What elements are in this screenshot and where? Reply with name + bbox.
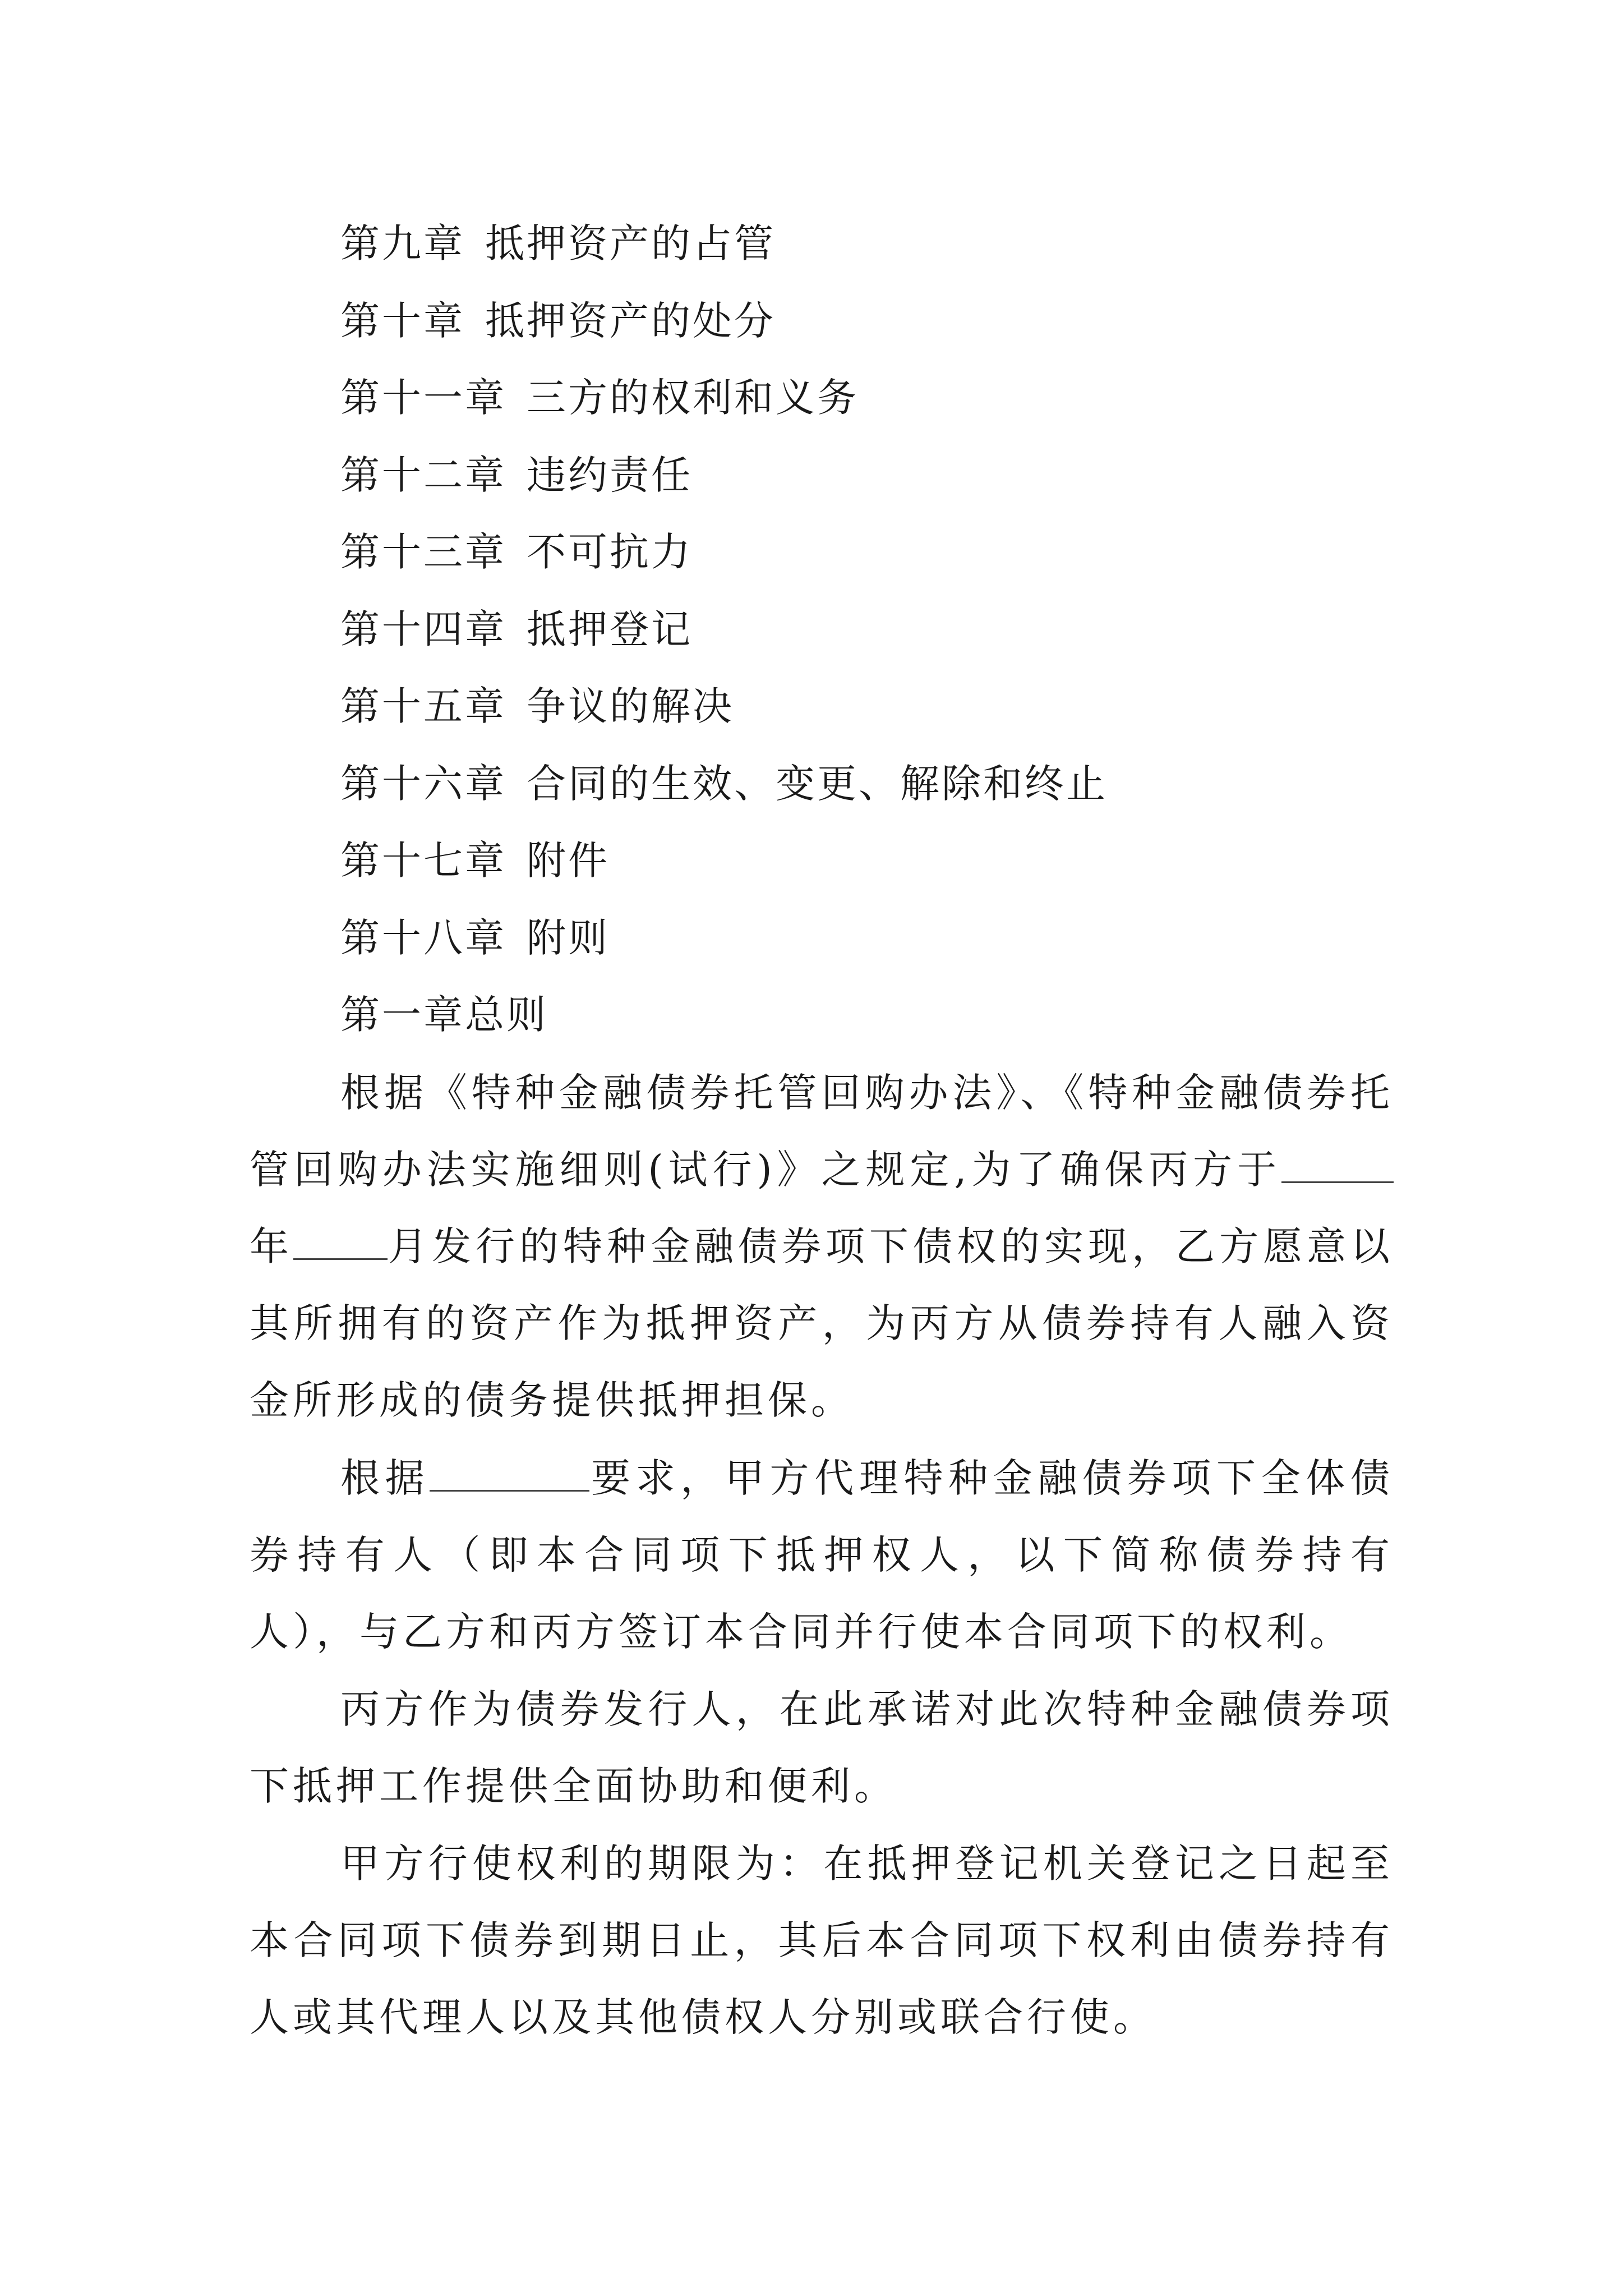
paragraph-text: 根据 xyxy=(340,1455,430,1501)
paragraph-text: 要求，甲方代理特种金融债券项下全体债券持有人（即本合同项下抵押权人，以下简称债券持有人），与乙方和丙方签订本合同并行使本合同项下的权利。 xyxy=(250,1455,1394,1655)
paragraph-2 xyxy=(250,1440,1394,1671)
toc-item-number: 第十四章 xyxy=(340,606,506,652)
paragraph-4 xyxy=(250,1825,1394,2056)
toc-item xyxy=(340,442,1462,519)
paragraph-1 xyxy=(250,1055,1394,1439)
paragraph-3 xyxy=(250,1671,1394,1825)
authority-blank-field xyxy=(430,1451,589,1492)
toc-item-title: 附件 xyxy=(527,838,610,884)
paragraph-text: 根据《特种金融债券托管回购办法》、《特种金融债券托管回购办法实施细则(试行)》之规定,为了确保丙方于 xyxy=(250,1070,1394,1193)
toc-item-title: 合同的生效、变更、解除和终止 xyxy=(527,760,1108,807)
toc-item xyxy=(340,673,1462,751)
year-blank-field xyxy=(1281,1142,1394,1183)
toc-item xyxy=(340,596,1462,674)
toc-item-number: 第十五章 xyxy=(340,683,506,729)
toc-item-title: 三方的权利和义务 xyxy=(527,375,859,421)
toc-item-title: 抵押资产的处分 xyxy=(485,297,776,344)
toc-item-title: 违约责任 xyxy=(527,452,693,498)
toc-item-number: 第十一章 xyxy=(340,375,506,421)
toc-item xyxy=(340,519,1462,596)
toc-item xyxy=(340,827,1462,905)
toc-item-title: 抵押资产的占管 xyxy=(485,220,776,266)
toc-item xyxy=(340,288,1462,365)
paragraph-text: 年 xyxy=(250,1223,293,1269)
paragraph-text: 月发行的特种金融债券项下债权的实现，乙方愿意以其所拥有的资产作为抵押资产，为丙方从债券持有人融入资金所形成的债务提供抵押担保。 xyxy=(250,1223,1394,1423)
toc-item-number: 第十二章 xyxy=(340,452,506,498)
toc-item-number: 第十六章 xyxy=(340,760,506,807)
paragraph-text: 丙方作为债券发行人，在此承诺对此次特种金融债券项下抵押工作提供全面协助和便利。 xyxy=(250,1686,1394,1809)
toc-item-number: 第十三章 xyxy=(340,529,506,575)
chapter-heading: 第一章总则 xyxy=(340,992,548,1038)
paragraph-text: 甲方行使权利的期限为：在抵押登记机关登记之日起至本合同项下债券到期日止，其后本合同项下权利由债券持有人或其代理人以及其他债权人分别或联合行使。 xyxy=(250,1841,1394,2040)
toc-item-title: 附则 xyxy=(527,914,610,961)
toc-item xyxy=(340,365,1462,442)
toc-item-title: 不可抗力 xyxy=(527,529,693,575)
month-blank-field xyxy=(293,1219,388,1260)
toc-item xyxy=(340,210,1462,288)
toc-item-number: 第十八章 xyxy=(340,914,506,961)
toc-item-number: 第九章 xyxy=(340,220,465,266)
toc-item-number: 第十章 xyxy=(340,297,465,344)
toc-item-title: 争议的解决 xyxy=(527,683,734,729)
toc-item xyxy=(340,905,1462,982)
table-of-contents xyxy=(340,210,1462,982)
toc-item xyxy=(340,751,1462,828)
toc-item-number: 第十七章 xyxy=(340,838,506,884)
toc-item-title: 抵押登记 xyxy=(527,606,693,652)
